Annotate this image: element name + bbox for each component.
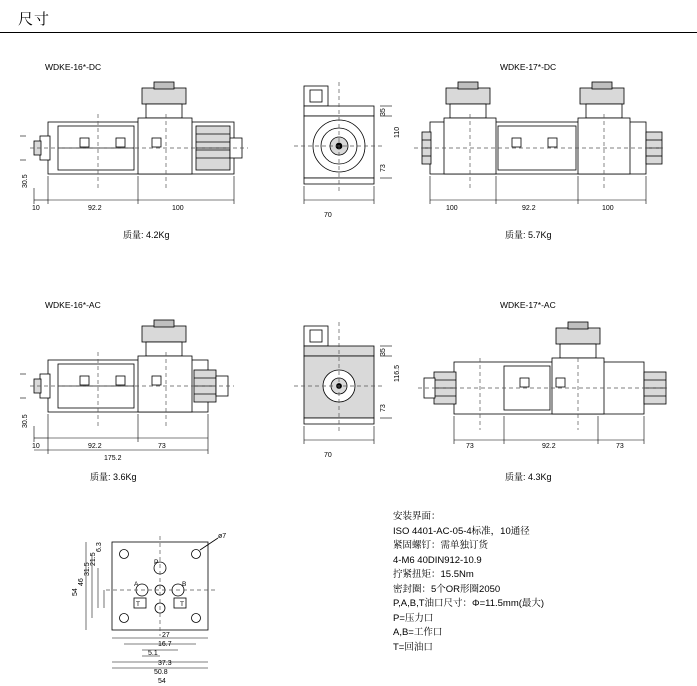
weight-wdke17ac: 质量: 4.3Kg — [505, 472, 552, 482]
plate-dim-27: 27 — [162, 632, 170, 639]
dim-wdke17dc-70: 70 — [324, 212, 332, 219]
dim-wdke17ac-1165: 116.5 — [394, 365, 401, 382]
figure-wdke17ac-side — [408, 320, 673, 470]
title-divider — [0, 32, 697, 33]
spec-line-6: P,A,B,T油口尺寸：Φ=11.5mm(最大) — [393, 598, 545, 609]
dim-wdke17dc-side-100b: 100 — [602, 205, 614, 212]
page-title: 尺寸 — [18, 11, 51, 28]
figure-label-wdke17dc: WDKE-17*-DC — [500, 62, 557, 72]
figure-label-wdke16dc: WDKE-16*-DC — [45, 62, 102, 72]
spec-line-8: A,B=工作口 — [393, 627, 443, 638]
plate-dim-54v: 54 — [72, 588, 79, 596]
plate-dim-373: 37.3 — [158, 660, 172, 667]
plate-dim-46: 46 — [78, 578, 85, 586]
spec-line-0: 安装界面： — [393, 511, 441, 522]
plate-dim-508: 50.8 — [154, 669, 168, 676]
weight-wdke16ac: 质量: 3.6Kg — [90, 472, 137, 482]
figure-wdke16ac — [20, 318, 270, 468]
figure-wdke16dc — [20, 80, 270, 230]
dim-wdke17ac-35: 35 — [380, 348, 387, 356]
dim-wdke17ac-side-73a: 73 — [466, 443, 474, 450]
dim-wdke16dc-100: 100 — [172, 205, 184, 212]
dim-wdke16ac-1752: 175.2 — [104, 455, 122, 462]
dim-wdke17ac-73: 73 — [380, 404, 387, 412]
dim-wdke16dc-305: 30.5 — [22, 174, 29, 188]
dim-wdke17ac-70: 70 — [324, 452, 332, 459]
dim-wdke17dc-110: 110 — [394, 126, 401, 138]
figure-label-wdke16ac: WDKE-16*-AC — [45, 300, 101, 310]
dim-wdke17dc-73: 73 — [380, 164, 387, 172]
spec-line-9: T=回油口 — [393, 641, 433, 653]
svg-text:T: T — [136, 601, 140, 608]
svg-text:A: A — [134, 581, 139, 588]
plate-dim-63: 6.3 — [96, 542, 103, 552]
weight-wdke17dc: 质量: 5.7Kg — [505, 230, 552, 240]
dim-wdke16dc-10: 10 — [32, 205, 40, 212]
dim-wdke16ac-922: 92.2 — [88, 443, 102, 450]
spec-line-3: 4-M6 40DIN912-10.9 — [393, 554, 482, 566]
figure-wdke17dc-front — [288, 80, 398, 230]
dim-wdke16ac-73: 73 — [158, 443, 166, 450]
svg-text:B: B — [182, 581, 187, 588]
plate-dim-167: 16.7 — [158, 641, 172, 648]
dim-wdke17dc-side-922: 92.2 — [522, 205, 536, 212]
dim-wdke17ac-side-922: 92.2 — [542, 443, 556, 450]
dim-wdke17dc-side-100a: 100 — [446, 205, 458, 212]
figure-wdke17ac-front — [288, 320, 398, 470]
specification-block — [393, 510, 544, 655]
spec-line-4: 拧紧扭矩：15.5Nm — [393, 569, 474, 580]
dim-wdke16dc-922: 92.2 — [88, 205, 102, 212]
mounting-plate-drawing — [78, 528, 288, 678]
plate-dim-54h: 54 — [158, 678, 166, 685]
dim-wdke17ac-side-73b: 73 — [616, 443, 624, 450]
figure-label-wdke17ac: WDKE-17*-AC — [500, 300, 556, 310]
plate-dim-51: 5.1 — [148, 650, 158, 657]
dim-wdke16ac-10: 10 — [32, 443, 40, 450]
dim-wdke17dc-35: 35 — [380, 108, 387, 116]
spec-line-2: 紧固螺钉：需单独订货 — [393, 540, 489, 551]
spec-line-7: P=压力口 — [393, 612, 434, 624]
weight-wdke16dc: 质量: 4.2Kg — [123, 230, 170, 240]
plate-hole-note: ø7 — [218, 533, 227, 540]
spec-line-1: ISO 4401-AC-05-4标准，10通径 — [393, 525, 530, 537]
svg-text:P: P — [154, 559, 159, 566]
plate-dim-315: 31.5 — [84, 562, 91, 576]
dim-wdke16ac-305: 30.5 — [22, 414, 29, 428]
svg-text:T: T — [180, 601, 184, 608]
spec-line-5: 密封圈：5个OR形圈2050 — [393, 583, 501, 595]
plate-dim-215: 21.5 — [90, 552, 97, 566]
